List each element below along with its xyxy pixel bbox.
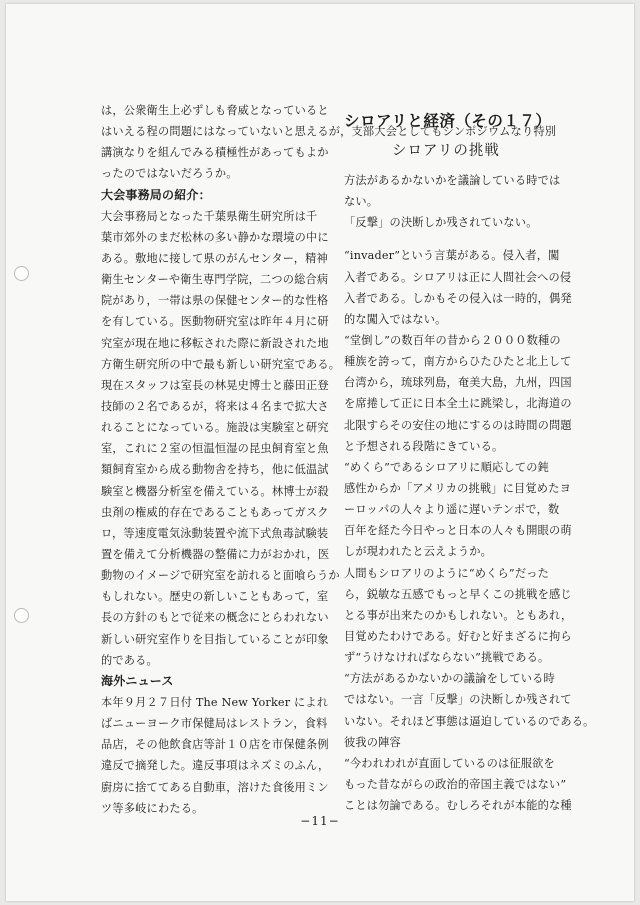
text-line: は，公衆衛生上必ずしも脅威となっていると [101,104,329,117]
text-line: 入者である。シロアリは正に人間社会への侵 [344,270,572,284]
text-line: ら，鋭敏な五感でもっと早くこの挑戦を感じ [344,587,572,601]
text-line: 入者である。しかもその侵入は一時的，偶発 [344,291,572,305]
text-line: しが現われたと云えようか。 [344,545,493,559]
text-line: “めくら”であるシロアリに順応しての鈍 [344,460,549,474]
binder-hole-bottom [14,608,29,623]
text-line: 感性からか「アメリカの挑戦」に目覚めたヨ [344,481,571,495]
article-title: シロアリと経済（その１７） [344,111,552,130]
text-line: ーロッパの人々より遥に遅いテンポで，数 [344,503,560,517]
text-line: 虫剤の権威的存在であることもあってガスク [101,505,329,519]
text-line: 「反撃」の決断しか残されていない。 [344,216,538,230]
text-line: 動物のイメージで研究室を訪れると面喰らうか [101,569,340,583]
text-line: “invader”という言葉がある。侵入者，闖 [344,249,560,263]
text-line: 廚房に捨ててある自動車，溶けた食後用ミン [101,780,329,794]
overseas-news-paragraph [101,692,330,819]
text-line: 衛生センターや衛生専門学院，二つの総合病 [101,273,329,287]
text-line: 置を備えて分析機器の整備に力がおかれ，医 [101,547,330,561]
binder-hole-top [14,266,29,281]
text-line: と予想される段階にきている。 [344,439,504,453]
text-line: 方衛生研究所の中で最も新しい研究室である。 [101,357,341,371]
text-line: 葉市郊外のまだ松林の多い静かな環境の中に [101,230,329,244]
text-line: ばニューヨーク市保健局はレストラン，食料 [101,717,328,731]
article-subtitle: シロアリの挑戦 [392,143,500,159]
page-number: −11− [300,814,340,828]
section-heading-secretariat: 大会事務局の紹介： [101,187,211,202]
text-line: 院があり，一帯は県の保健センター的な性格 [101,294,329,308]
text-line: ロ，等速度電気泳動装置や流下式魚毒試験装 [101,526,329,540]
paragraph-gap [344,233,572,245]
text-line: 目覚めたわけである。好むと好まざるに拘ら [344,629,572,643]
text-line: 種族を誇って，南方からひたひたと北上して [344,355,572,369]
text-line: ったのではないだろうか。 [101,167,238,181]
text-line: 現在スタッフは室長の林晃史博士と藤田正登 [101,378,329,392]
text-line: ツ等多岐にわたる。 [101,801,204,815]
text-line: はいえる程の問題にはなっていないと思えるが，支部大会としてもシンポジウムなり特別 [101,125,557,139]
text-line: 技師の２名であるが，将来は４名まで拡大さ [101,399,329,413]
text-line: れることになっている。施設は実験室と研究 [101,421,329,435]
right-column [344,100,595,816]
text-line: 本年９月２７日付 The New Yorker によれ [101,695,329,709]
text-line: ず“うけなければならない”挑戦である。 [344,651,550,665]
document-page [6,4,634,901]
text-line: ことは勿論である。むしろそれが本能的な種 [344,799,572,813]
text-line: 北限すらその安住の地にするのは時間の問題 [344,418,572,432]
text-line: 験室と機器分析室を備えている。林博士が殺 [101,484,329,498]
text-line: 的な闖入ではない。 [344,312,447,326]
text-line: 人間もシロアリのように“めくら”だった [344,566,549,580]
text-line: 長の方針のもとで従来の概念にとらわれない [101,611,329,625]
text-line: 類飼育室から成る動物舎を持ち，他に低温試 [101,463,329,477]
text-line: 講演なりを組んでみる積極性があってもよか [101,146,329,160]
text-line: 究室が現在地に移転された際に新設された地 [101,336,329,350]
section-heading-overseas-news: 海外ニュース [101,673,174,688]
text-line: を席捲して正に日本全土に跳梁し，北海道の [344,397,572,411]
text-line: もった昔ながらの政治的帝国主義ではない” [344,777,567,791]
text-line: 室，これに２室の恒温恒湿の昆虫飼育室と魚 [101,442,329,456]
text-line: ない。 [344,195,379,209]
text-line: 彼我の陣容 [344,735,401,749]
text-line: ある。敷地に接して県のがんセンター，精神 [101,251,328,265]
text-line: を有している。医動物研究室は昨年４月に研 [101,315,329,329]
text-line: “堂倒し”の数百年の昔から２０００数種の [344,333,561,347]
text-line: “今われわれが直面しているのは征服欲を [344,756,555,770]
article-intro [344,170,572,233]
text-line: ではない。一言「反撃」の決断しか残されて [344,693,572,707]
text-line: 違反で摘発した。違反事項はネズミのふん， [101,759,330,773]
text-line: いない。それほど事態は逼迫しているのである。 [344,714,595,728]
text-line: とる事が出来たのかもしれない。ともあれ， [344,608,573,622]
article-body [344,245,595,816]
text-line: 百年を経た今日やっと日本の人々も開眼の萌 [344,524,572,538]
text-line: もしれない。歴史の新しいこともあって，室 [101,590,329,604]
text-line: 品店，その他飲食店等計１０店を市保健条例 [101,738,329,752]
text-line: 的である。 [101,653,158,667]
text-line: 新しい研究室作りを目指していることが印象 [101,632,329,646]
text-line: 台湾から，琉球列島，奄美大島，九州，四国 [344,376,572,390]
text-line: “方法があるかないかの議論をしている時 [344,672,555,686]
text-line: 大会事務局となった千葉県衛生研究所は千 [101,209,318,223]
text-line: 方法があるかないかを議論している時では [344,174,561,187]
secretariat-paragraph [101,206,341,671]
